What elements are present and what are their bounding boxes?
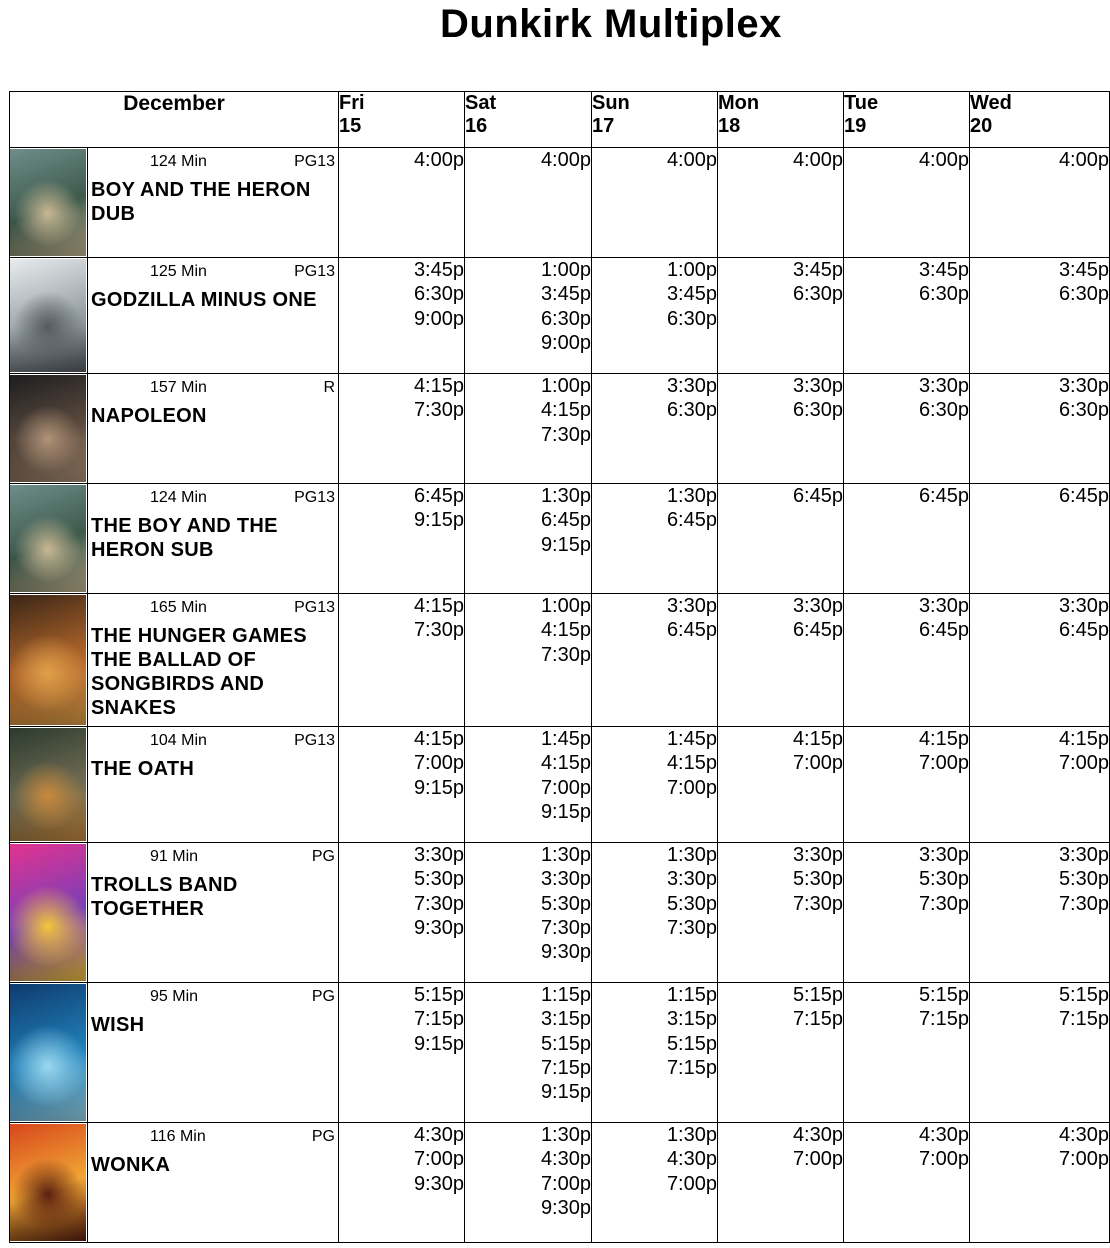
showtimes-sat: [465, 148, 592, 258]
showtime[interactable]: 9:15p: [413, 509, 464, 532]
showtime[interactable]: 5:15p: [918, 984, 969, 1006]
poster-cell: [10, 983, 88, 1123]
runtime: 125 Min: [150, 263, 207, 280]
showtimes-sun: [592, 484, 718, 594]
runtime: 116 Min: [150, 1128, 206, 1145]
movie-title[interactable]: NAPOLEON: [91, 405, 207, 427]
godzilla-poster[interactable]: [10, 259, 86, 372]
showtimes-fri: [339, 374, 465, 484]
movie-info: [88, 843, 339, 983]
poster-cell: [10, 484, 88, 594]
showtime[interactable]: 6:30p: [918, 283, 969, 306]
showtimes-wed: [970, 843, 1110, 983]
showtime[interactable]: 7:00p: [1058, 752, 1109, 775]
showtime[interactable]: 1:30p: [540, 1124, 591, 1146]
showtimes-sun: [592, 983, 718, 1123]
showtime[interactable]: 7:30p: [413, 892, 464, 915]
runtime: 91 Min: [150, 848, 199, 865]
showtime[interactable]: 4:30p: [792, 1124, 843, 1146]
showtimes-wed: [970, 148, 1110, 258]
showtimes-mon: [718, 484, 844, 594]
showtimes-wed: [970, 258, 1110, 374]
movie-row: [10, 148, 1110, 258]
showtime[interactable]: 9:15p: [413, 1032, 464, 1055]
showtime[interactable]: 4:15p: [918, 728, 969, 750]
showtime[interactable]: 3:45p: [1058, 259, 1109, 281]
rating-badge: PG13: [294, 489, 335, 506]
day-date: 16: [465, 115, 488, 137]
showtime[interactable]: 9:30p: [413, 916, 464, 939]
showtimes-wed: [970, 484, 1110, 594]
trolls-poster[interactable]: [10, 844, 86, 981]
showtimes-sun: [592, 374, 718, 484]
showtime[interactable]: 6:45p: [540, 509, 591, 532]
showtime[interactable]: 5:15p: [540, 1032, 591, 1055]
showtime[interactable]: 3:30p: [666, 595, 717, 617]
showtime[interactable]: 4:15p: [540, 619, 591, 642]
movie-title[interactable]: BOY AND THE HERON DUB: [91, 179, 311, 225]
showtime[interactable]: 4:30p: [666, 1148, 717, 1171]
showtimes-mon: [718, 594, 844, 727]
showtime[interactable]: 4:15p: [413, 375, 464, 397]
showtime[interactable]: 4:15p: [540, 399, 591, 422]
movie-title[interactable]: GODZILLA MINUS ONE: [91, 289, 317, 311]
runtime: 165 Min: [150, 599, 207, 616]
wish-poster[interactable]: [10, 984, 86, 1121]
showtime[interactable]: 7:15p: [1058, 1008, 1109, 1031]
showtimes-mon: [718, 983, 844, 1123]
rating-badge: PG13: [294, 732, 335, 749]
showtime[interactable]: 5:30p: [666, 892, 717, 915]
showtime[interactable]: 9:15p: [540, 533, 591, 556]
poster-cell: [10, 374, 88, 484]
movie-info: [88, 148, 339, 258]
showtime[interactable]: 6:30p: [540, 307, 591, 330]
showtime[interactable]: 7:00p: [1058, 1148, 1109, 1171]
showtimes-sun: [592, 1123, 718, 1243]
showtimes-fri: [339, 148, 465, 258]
showtime[interactable]: 1:00p: [540, 259, 591, 281]
showtime[interactable]: 7:00p: [540, 776, 591, 799]
movie-title[interactable]: THE BOY AND THE HERON SUB: [91, 515, 278, 561]
movie-info: [88, 594, 339, 727]
showtime[interactable]: 6:30p: [1058, 399, 1109, 422]
showtime[interactable]: 6:45p: [918, 485, 969, 507]
showtime[interactable]: 7:15p: [666, 1056, 717, 1079]
showtime[interactable]: 6:30p: [413, 283, 464, 306]
showtimes-tue: [844, 594, 970, 727]
showtimes-sat: [465, 727, 592, 843]
day-name: Fri: [339, 92, 365, 114]
page-title: Dunkirk Multiplex: [440, 2, 782, 46]
showtime[interactable]: 9:00p: [413, 307, 464, 330]
showtime[interactable]: 4:00p: [413, 149, 464, 171]
showtime[interactable]: 7:30p: [540, 643, 591, 666]
movie-info: [88, 1123, 339, 1243]
showtime[interactable]: 6:30p: [666, 399, 717, 422]
day-header-sat: [465, 92, 592, 148]
showtimes-sat: [465, 258, 592, 374]
showtimes-sat: [465, 484, 592, 594]
showtimes-mon: [718, 258, 844, 374]
rating-badge: PG: [311, 848, 335, 865]
showtime[interactable]: 7:30p: [918, 892, 969, 915]
showtime[interactable]: 6:45p: [413, 485, 464, 507]
showtimes-wed: [970, 983, 1110, 1123]
showtimes-fri: [339, 594, 465, 727]
showtime[interactable]: 9:15p: [540, 1081, 591, 1104]
showtime[interactable]: 4:00p: [792, 149, 843, 171]
showtime[interactable]: 7:30p: [413, 619, 464, 642]
showtimes-sun: [592, 727, 718, 843]
rating-badge: PG13: [294, 599, 335, 616]
showtimes-sun: [592, 843, 718, 983]
poster-art: [10, 1124, 86, 1241]
day-header-fri: [339, 92, 465, 148]
showtimes-sun: [592, 148, 718, 258]
showtimes-sat: [465, 374, 592, 484]
showtime[interactable]: 5:30p: [918, 868, 969, 891]
showtime[interactable]: 4:30p: [540, 1148, 591, 1171]
showtime[interactable]: 1:15p: [666, 984, 717, 1006]
showtimes-sat: [465, 843, 592, 983]
showtime[interactable]: 4:15p: [792, 728, 843, 750]
rating-badge: R: [323, 379, 335, 396]
showtime[interactable]: 3:30p: [540, 868, 591, 891]
showtime[interactable]: 4:30p: [918, 1124, 969, 1146]
showtime[interactable]: 5:30p: [1058, 868, 1109, 891]
showtime[interactable]: 6:30p: [1058, 283, 1109, 306]
showtime[interactable]: 6:45p: [918, 619, 969, 642]
showtime[interactable]: 6:30p: [792, 283, 843, 306]
showtime[interactable]: 3:45p: [413, 259, 464, 281]
showtimes-wed: [970, 1123, 1110, 1243]
movie-row: [10, 727, 1110, 843]
showtime[interactable]: 3:15p: [540, 1008, 591, 1031]
showtime[interactable]: 1:30p: [540, 485, 591, 507]
movie-row: [10, 258, 1110, 374]
showtimes-mon: [718, 727, 844, 843]
day-date: 20: [970, 115, 993, 137]
day-header-tue: [844, 92, 970, 148]
movie-info: [88, 727, 339, 843]
showtime[interactable]: 3:30p: [666, 868, 717, 891]
showtime[interactable]: 1:30p: [540, 844, 591, 866]
runtime: 95 Min: [150, 988, 199, 1005]
showtime[interactable]: 9:30p: [413, 1172, 464, 1195]
showtime[interactable]: 1:00p: [540, 595, 591, 617]
showtime[interactable]: 5:15p: [792, 984, 843, 1006]
showtime[interactable]: 4:15p: [666, 752, 717, 775]
showtime[interactable]: 6:45p: [666, 619, 717, 642]
showtimes-fri: [339, 983, 465, 1123]
oath-poster[interactable]: [10, 728, 86, 841]
movie-info: [88, 484, 339, 594]
showtimes-fri: [339, 1123, 465, 1243]
poster-art: [10, 375, 86, 482]
napoleon-poster[interactable]: [10, 375, 86, 482]
showtime[interactable]: 7:00p: [792, 752, 843, 775]
movie-title[interactable]: WONKA: [91, 1154, 171, 1176]
showtime[interactable]: 6:30p: [666, 307, 717, 330]
showtimes-fri: [339, 843, 465, 983]
movie-title[interactable]: THE HUNGER GAMES THE BALLAD OF SONGBIRDS AND SNAKES: [91, 625, 307, 719]
showtimes-fri: [339, 258, 465, 374]
showtimes-tue: [844, 983, 970, 1123]
showtime[interactable]: 3:30p: [1058, 595, 1109, 617]
showtime[interactable]: 5:30p: [540, 892, 591, 915]
showtime[interactable]: 7:30p: [540, 916, 591, 939]
showtime[interactable]: 4:15p: [413, 728, 464, 750]
showtime[interactable]: 3:45p: [792, 259, 843, 281]
showtime[interactable]: 4:30p: [413, 1124, 464, 1146]
showtime[interactable]: 6:45p: [1058, 485, 1109, 507]
day-header-mon: [718, 92, 844, 148]
showtimes-tue: [844, 374, 970, 484]
showtime[interactable]: 7:30p: [666, 916, 717, 939]
showtime[interactable]: 3:30p: [918, 844, 969, 866]
showtimes-mon: [718, 843, 844, 983]
showtime[interactable]: 1:30p: [666, 485, 717, 507]
showtime[interactable]: 4:15p: [1058, 728, 1109, 750]
showtime[interactable]: 9:00p: [540, 331, 591, 354]
rating-badge: PG: [311, 1128, 335, 1145]
showtime[interactable]: 4:00p: [918, 149, 969, 171]
poster-art: [10, 844, 86, 981]
movie-title[interactable]: THE OATH: [91, 758, 195, 780]
showtime[interactable]: 3:45p: [666, 283, 717, 306]
showtime[interactable]: 1:45p: [666, 728, 717, 750]
showtime[interactable]: 1:00p: [666, 259, 717, 281]
showtime[interactable]: 1:15p: [540, 984, 591, 1006]
movie-info: [88, 374, 339, 484]
poster-art: [10, 485, 86, 592]
day-date: 17: [592, 115, 615, 137]
showtime[interactable]: 1:30p: [666, 1124, 717, 1146]
showtimes-wed: [970, 594, 1110, 727]
poster-cell: [10, 1123, 88, 1243]
showtime[interactable]: 3:30p: [1058, 844, 1109, 866]
showtime[interactable]: 7:30p: [540, 423, 591, 446]
day-date: 19: [844, 115, 867, 137]
showtimes-tue: [844, 484, 970, 594]
showtime[interactable]: 7:00p: [918, 752, 969, 775]
showtime[interactable]: 4:00p: [1058, 149, 1109, 171]
runtime: 104 Min: [150, 732, 207, 749]
poster-art: [10, 259, 86, 372]
day-header-sun: [592, 92, 718, 148]
day-date: 15: [339, 115, 362, 137]
showtimes-tue: [844, 727, 970, 843]
showtime[interactable]: 1:30p: [666, 844, 717, 866]
showtimes-tue: [844, 1123, 970, 1243]
showtime[interactable]: 7:00p: [413, 752, 464, 775]
hunger-games-poster[interactable]: [10, 595, 86, 725]
day-name: Sat: [465, 92, 497, 114]
showtime[interactable]: 6:45p: [792, 619, 843, 642]
poster-cell: [10, 258, 88, 374]
showtime[interactable]: 5:30p: [792, 868, 843, 891]
rating-badge: PG13: [294, 153, 335, 170]
showtimes-tue: [844, 148, 970, 258]
showtime[interactable]: 1:45p: [540, 728, 591, 750]
showtime[interactable]: 3:45p: [918, 259, 969, 281]
movie-row: [10, 1123, 1110, 1243]
rating-badge: PG: [311, 988, 335, 1005]
showtime[interactable]: 3:30p: [918, 375, 969, 397]
showtimes-mon: [718, 374, 844, 484]
showtime[interactable]: 6:30p: [792, 399, 843, 422]
showtime[interactable]: 3:30p: [1058, 375, 1109, 397]
movie-row: [10, 843, 1110, 983]
heron-poster[interactable]: [10, 485, 86, 592]
month-header: December: [10, 92, 339, 148]
showtime[interactable]: 6:45p: [792, 485, 843, 507]
showtime[interactable]: 7:00p: [413, 1148, 464, 1171]
day-header-wed: [970, 92, 1110, 148]
showtime[interactable]: 7:00p: [666, 1172, 717, 1195]
rating-badge: PG13: [294, 263, 335, 280]
showtime[interactable]: 7:30p: [1058, 892, 1109, 915]
showtime[interactable]: 5:15p: [1058, 984, 1109, 1006]
day-name: Sun: [592, 92, 630, 114]
showtimes-sat: [465, 594, 592, 727]
showtime[interactable]: 7:30p: [792, 892, 843, 915]
showtime[interactable]: 4:00p: [666, 149, 717, 171]
showtime[interactable]: 7:15p: [792, 1008, 843, 1031]
showtime[interactable]: 7:15p: [540, 1056, 591, 1079]
showtimes-sat: [465, 1123, 592, 1243]
showtime[interactable]: 5:15p: [413, 984, 464, 1006]
showtimes-mon: [718, 1123, 844, 1243]
day-name: Mon: [718, 92, 760, 114]
runtime: 157 Min: [150, 379, 207, 396]
day-name: Wed: [970, 92, 1012, 114]
movie-row: [10, 594, 1110, 727]
showtime[interactable]: 3:30p: [792, 375, 843, 397]
showtimes-fri: [339, 727, 465, 843]
heron-poster[interactable]: [10, 149, 86, 256]
showtime[interactable]: 3:15p: [666, 1008, 717, 1031]
showtime[interactable]: 3:30p: [792, 595, 843, 617]
header-row: [10, 92, 1110, 148]
poster-art: [10, 984, 86, 1121]
showtime[interactable]: 4:15p: [413, 595, 464, 617]
showtimes-wed: [970, 727, 1110, 843]
showtimes-wed: [970, 374, 1110, 484]
showtime[interactable]: 7:30p: [413, 399, 464, 422]
showtimes-table: [9, 91, 1110, 1243]
day-date: 18: [718, 115, 741, 137]
poster-art: [10, 728, 86, 841]
movie-row: [10, 374, 1110, 484]
showtimes-sat: [465, 983, 592, 1123]
showtime[interactable]: 3:30p: [666, 375, 717, 397]
poster-cell: [10, 148, 88, 258]
showtimes-fri: [339, 484, 465, 594]
showtime[interactable]: 9:30p: [540, 1196, 591, 1219]
showtime[interactable]: 9:15p: [413, 776, 464, 799]
movie-info: [88, 983, 339, 1123]
showtimes-sun: [592, 594, 718, 727]
showtime[interactable]: 7:15p: [413, 1008, 464, 1031]
poster-art: [10, 149, 86, 256]
runtime: 124 Min: [150, 489, 207, 506]
showtime[interactable]: 9:30p: [540, 941, 591, 964]
showtime[interactable]: 4:00p: [540, 149, 591, 171]
showtime[interactable]: 3:30p: [792, 844, 843, 866]
showtime[interactable]: 3:45p: [540, 283, 591, 306]
showtime[interactable]: 5:30p: [413, 868, 464, 891]
poster-cell: [10, 843, 88, 983]
showtime[interactable]: 7:00p: [792, 1148, 843, 1171]
runtime: 124 Min: [150, 153, 207, 170]
movie-row: [10, 983, 1110, 1123]
showtimes-tue: [844, 258, 970, 374]
showtimes-tue: [844, 843, 970, 983]
showtime[interactable]: 6:45p: [666, 509, 717, 532]
showtime[interactable]: 4:30p: [1058, 1124, 1109, 1146]
showtime[interactable]: 3:30p: [918, 595, 969, 617]
movie-title[interactable]: TROLLS BAND TOGETHER: [91, 874, 238, 920]
showtime[interactable]: 7:15p: [918, 1008, 969, 1031]
poster-cell: [10, 727, 88, 843]
showtime[interactable]: 9:15p: [540, 800, 591, 823]
showtimes-sun: [592, 258, 718, 374]
showtime[interactable]: 1:00p: [540, 375, 591, 397]
movie-title[interactable]: WISH: [91, 1014, 145, 1036]
day-name: Tue: [844, 92, 879, 114]
poster-art: [10, 595, 86, 725]
showtime[interactable]: 7:00p: [540, 1172, 591, 1195]
showtimes-mon: [718, 148, 844, 258]
showtime[interactable]: 3:30p: [413, 844, 464, 866]
showtime[interactable]: 4:15p: [540, 752, 591, 775]
showtime[interactable]: 7:00p: [666, 776, 717, 799]
movie-info: [88, 258, 339, 374]
wonka-poster[interactable]: [10, 1124, 86, 1241]
showtime[interactable]: 6:30p: [918, 399, 969, 422]
movie-row: [10, 484, 1110, 594]
showtime[interactable]: 7:00p: [918, 1148, 969, 1171]
poster-cell: [10, 594, 88, 727]
showtime[interactable]: 6:45p: [1058, 619, 1109, 642]
showtime[interactable]: 5:15p: [666, 1032, 717, 1055]
